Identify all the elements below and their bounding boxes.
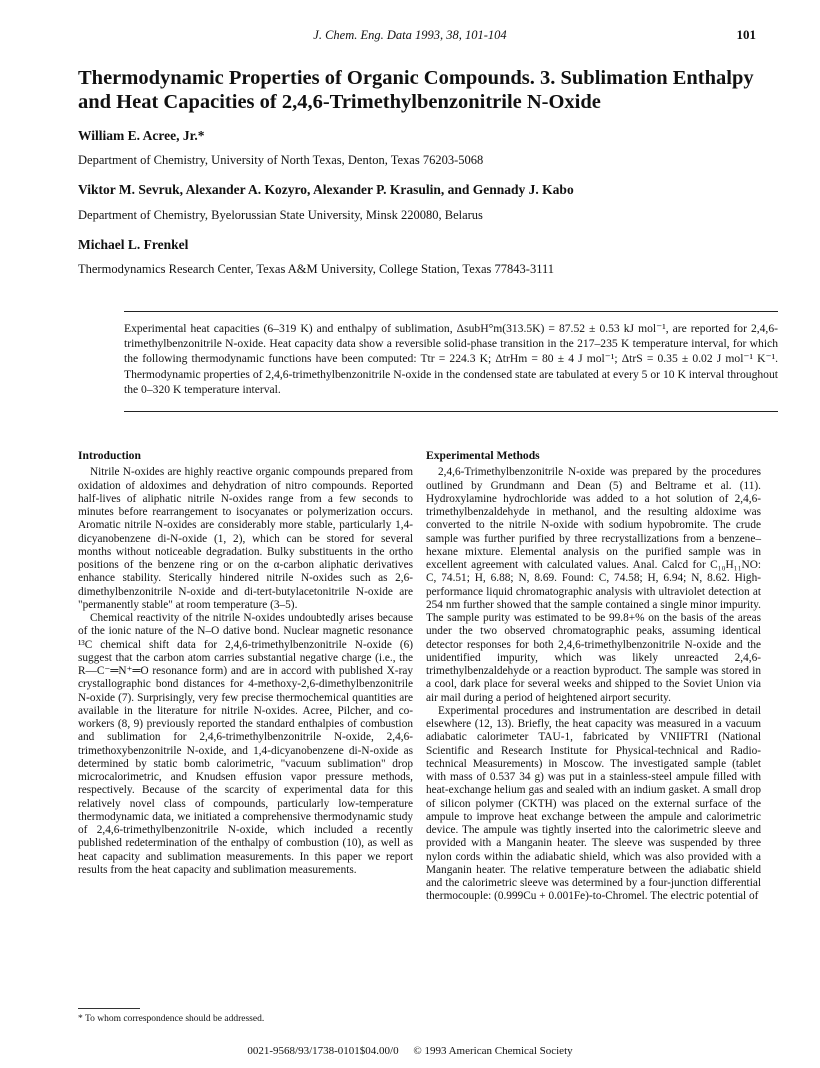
intro-paragraph: Chemical reactivity of the nitrile N-oxides undoubtedly arises because of the ionic nature of the N–O dative bond. Nuclear magnetic resonance ¹³C chemical shift data for 2,4,6-trimethylbenzonitrile N-oxide (6) suggest that the carbon atom carries substantial negative charge (i.e., the R—C⁻═N⁺═O resonance form) and are in accord with published X-ray crystallographic bond distances for 4-methoxy-2,6-dimethylbenzonitrile N-oxide (7). Surprisingly, very few precise thermochemical quantities are available in the literature for nitrile N-oxides. Acree, Pilcher, and co-workers (8, 9) previously reported the standard enthalpies of combustion and sublimation for 2,4,6-trimethylbenzonitrile N-oxide, 2,4,6-trimethoxybenzonitrile N-oxide, and 1,4-dicyanobenzene di-N-oxide as determined by static bomb calorimetric, "vacuum sublimation" drop microcalorimetric, and Knudsen effusion vapor pressure methods, respectively. Because of the scarcity of experimental data for this relatively novel class of compounds, particularly low-temperature thermodynamic data, we initiated a comprehensive thermodynamic study of 2,4,6-trimethylbenzonitrile N-oxide, which included a recently published redetermination of the enthalpy of combustion (10), as well as heat capacity and sublimation measurements. In this paper we report results from the heat capacity and sublimation measurements. xyxy=(78,612,413,876)
methods-column xyxy=(426,449,761,904)
paper-title: Thermodynamic Properties of Organic Compounds. 3. Sublimation Enthalpy and Heat Capacities of 2,4,6-Trimethylbenzonitrile N-Oxide xyxy=(78,67,754,113)
footnote: * To whom correspondence should be addressed. xyxy=(78,1014,265,1024)
copyright: © 1993 American Chemical Society xyxy=(413,1045,573,1057)
page-footer xyxy=(0,1045,820,1057)
affiliation-3: Thermodynamics Research Center, Texas A&M University, College Station, Texas 77843-3111 xyxy=(78,262,555,276)
affiliation-1: Department of Chemistry, University of North Texas, Denton, Texas 76203-5068 xyxy=(78,153,484,167)
author-line-1: William E. Acree, Jr.* xyxy=(78,128,205,143)
author-line-3: Michael L. Frenkel xyxy=(78,237,189,252)
article-code: 0021-9568/93/1738-0101$04.00/0 xyxy=(247,1045,399,1057)
introduction-heading: Introduction xyxy=(78,449,141,462)
abstract: Experimental heat capacities (6–319 K) and enthalpy of sublimation, ΔsubH°m(313.5K) = 87.52 ± 0.53 kJ mol⁻¹, are reported for 2,4,6-trimethylbenzonitrile N-oxide. Heat capacity data show a reversible solid-phase transition in the 217–235 K temperature interval, for which the following thermodynamic functions have been computed: Ttr = 224.3 K; ΔtrHm = 80 ± 4 J mol⁻¹; ΔtrS = 0.35 ± 0.02 J mol⁻¹ K⁻¹. Thermodynamic properties of 2,4,6-trimethylbenzonitrile N-oxide in the condensed state are tabulated at every 5 or 10 K interval throughout the 0–320 K temperature interval. xyxy=(124,322,778,396)
journal-header: J. Chem. Eng. Data 1993, 38, 101-104 xyxy=(313,28,507,42)
methods-paragraph: Experimental procedures and instrumentation are described in detail elsewhere (12, 13). Briefly, the heat capacity was measured in a vacuum adiabatic calorimeter TAU-1, fabricated by VNIIFTRI (National Scientific and Research Institute for Physical-technical and Radio-technical Measurements) in Moscow. The investigated sample (tablet with mass of 0.537 34 g) was put in a stainless-steel ampule filled with heat-exchange helium gas and sealed with an indium gasket. A small drop of silicon polymer (CKTH) was placed on the external surface of the ampule to improve heat exchange between the ampule and calorimetric device. The ampule was tightly inserted into the calorimetric sleeve and provided with a Manganin heater. The sleeve was suspended by three nylon cords within the adiabatic shield, which was also provided with a Manganin heater. The relative temperature between the adiabatic shield and the calorimetric sleeve was determined by a four-junction differential thermocouple: (0.999Cu + 0.001Fe)-to-Chromel. The electric potential of xyxy=(426,704,761,903)
abstract-bottom-rule xyxy=(124,411,778,412)
intro-paragraph: Nitrile N-oxides are highly reactive organic compounds prepared from oxidation of aldoximes and dehydration of nitro compounds. Reported half-lives of aliphatic nitrile N-oxides range from a few seconds to minutes before rearrangement to isocyanates or polymerization occurs. Aromatic nitrile N-oxides are considerably more stable, particularly 1,4-dicyanobenzene di-N-oxide (1, 2), which can be stored for several months without noticeable degradation. Bulky substituents in the ortho positions of the benzene ring or on the α-carbon aliphatic derivatives enhance stability. Sterically hindered nitrile N-oxides such as 2,6-dimethylbenzonitrile N-oxide and di-tert-butylacetonitrile N-oxide are "permanently stable" at room temperature (3–5). xyxy=(78,466,413,611)
methods-paragraph: 2,4,6-Trimethylbenzonitrile N-oxide was prepared by the procedures outlined by Grundmann and Dean (5) and Beltrame et al. (11). Hydroxylamine hydrochloride was added to a hot solution of 2,4,6-trimethylbenzaldehyde in methanol, and the resulting aldoxime was converted to the nitrile N-oxide with sodium hypobromite. The crude sample was further purified by three recrystallizations from a benzene–hexane mixture. Elemental analysis on the purified sample was in excellent agreement with calculated values. Anal. Calcd for C₁₀H₁₁NO: C, 74.51; H, 6.88; N, 8.69. Found: C, 74.58; H, 6.94; N, 8.62. High-performance liquid chromatographic analysis with ultraviolet detection at 254 nm further showed that the sample contained a single minor impurity. The sample purity was estimated to be 99.8+% on the basis of the areas under the two observed chromatographic peaks, assuming identical detector responses for both 2,4,6-trimethylbenzonitrile N-oxide and the unidentified impurity, which was likely unreacted 2,4,6-trimethylbenzaldehyde or a reaction byproduct. The sample was stored in a cool, dark place for several weeks and shipped to the Soviet Union via air mail during a period of heightened airport security. xyxy=(426,466,761,704)
page-number: 101 xyxy=(736,27,756,42)
abstract-top-rule xyxy=(124,311,778,312)
affiliation-2: Department of Chemistry, Byelorussian State University, Minsk 220080, Belarus xyxy=(78,208,483,222)
author-line-2: Viktor M. Sevruk, Alexander A. Kozyro, Alexander P. Krasulin, and Gennady J. Kabo xyxy=(78,182,574,197)
methods-heading: Experimental Methods xyxy=(426,449,540,462)
introduction-column xyxy=(78,449,413,877)
footnote-rule xyxy=(78,1008,140,1009)
